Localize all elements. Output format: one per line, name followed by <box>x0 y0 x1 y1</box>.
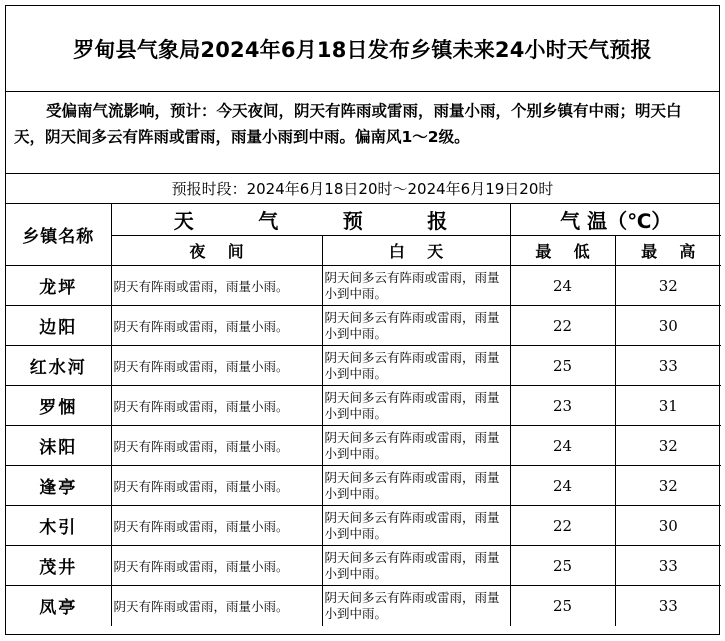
table-row <box>6 586 721 626</box>
night-forecast-cell: 阴天有阵雨或雷雨，雨量小雨。 <box>111 466 322 506</box>
low-temp-cell: 23 <box>510 386 615 426</box>
table-row <box>6 546 721 586</box>
night-forecast-cell: 阴天有阵雨或雷雨，雨量小雨。 <box>111 506 322 546</box>
day-forecast-cell: 阴天间多云有阵雨或雷雨，雨量小到中雨。 <box>322 266 510 306</box>
day-header: 白 天 <box>322 236 510 266</box>
day-forecast-cell: 阴天间多云有阵雨或雷雨，雨量小到中雨。 <box>322 426 510 466</box>
day-forecast-cell: 阴天间多云有阵雨或雷雨，雨量小到中雨。 <box>322 346 510 386</box>
high-temp-cell: 33 <box>615 546 721 586</box>
forecast-sheet <box>5 5 720 635</box>
table-row <box>6 506 721 546</box>
forecast-header-char: 预 <box>342 209 363 233</box>
table-row <box>6 386 721 426</box>
forecast-header-char: 气 <box>258 209 279 233</box>
day-forecast-cell: 阴天间多云有阵雨或雷雨，雨量小到中雨。 <box>322 466 510 506</box>
high-temp-cell: 30 <box>615 306 721 346</box>
forecast-header-char: 报 <box>427 209 448 233</box>
table-row <box>6 266 721 306</box>
low-temp-cell: 25 <box>510 586 615 626</box>
town-name-cell: 边阳 <box>6 306 111 346</box>
town-header: 乡镇名称 <box>6 204 111 266</box>
high-temp-cell: 32 <box>615 266 721 306</box>
high-temp-header: 最 高 <box>615 236 721 266</box>
night-forecast-cell: 阴天有阵雨或雷雨，雨量小雨。 <box>111 546 322 586</box>
day-forecast-cell: 阴天间多云有阵雨或雷雨，雨量小到中雨。 <box>322 506 510 546</box>
high-temp-cell: 31 <box>615 386 721 426</box>
town-name-cell: 罗悃 <box>6 386 111 426</box>
town-name-cell: 红水河 <box>6 346 111 386</box>
low-temp-cell: 24 <box>510 266 615 306</box>
low-temp-cell: 22 <box>510 306 615 346</box>
forecast-period: 预报时段：2024年6月18日20时～2024年6月19日20时 <box>6 174 719 204</box>
temperature-header: 气 温（℃） <box>510 204 721 236</box>
town-name-cell: 凤亭 <box>6 586 111 626</box>
night-forecast-cell: 阴天有阵雨或雷雨，雨量小雨。 <box>111 306 322 346</box>
high-temp-cell: 32 <box>615 426 721 466</box>
low-temp-cell: 25 <box>510 346 615 386</box>
high-temp-cell: 33 <box>615 586 721 626</box>
town-name-cell: 木引 <box>6 506 111 546</box>
town-name-cell: 沫阳 <box>6 426 111 466</box>
low-temp-header: 最 低 <box>510 236 615 266</box>
high-temp-cell: 33 <box>615 346 721 386</box>
low-temp-cell: 22 <box>510 506 615 546</box>
table-row <box>6 466 721 506</box>
forecast-table <box>6 204 721 626</box>
town-name-cell: 逢亭 <box>6 466 111 506</box>
night-forecast-cell: 阴天有阵雨或雷雨，雨量小雨。 <box>111 426 322 466</box>
table-row <box>6 306 721 346</box>
day-forecast-cell: 阴天间多云有阵雨或雷雨，雨量小到中雨。 <box>322 306 510 346</box>
page-title: 罗甸县气象局2024年6月18日发布乡镇未来24小时天气预报 <box>6 6 719 92</box>
table-row <box>6 346 721 386</box>
low-temp-cell: 24 <box>510 466 615 506</box>
town-name-cell: 茂井 <box>6 546 111 586</box>
night-forecast-cell: 阴天有阵雨或雷雨，雨量小雨。 <box>111 586 322 626</box>
low-temp-cell: 24 <box>510 426 615 466</box>
low-temp-cell: 25 <box>510 546 615 586</box>
night-forecast-cell: 阴天有阵雨或雷雨，雨量小雨。 <box>111 386 322 426</box>
high-temp-cell: 32 <box>615 466 721 506</box>
day-forecast-cell: 阴天间多云有阵雨或雷雨，雨量小到中雨。 <box>322 586 510 626</box>
town-name-cell: 龙坪 <box>6 266 111 306</box>
table-row <box>6 426 721 466</box>
day-forecast-cell: 阴天间多云有阵雨或雷雨，雨量小到中雨。 <box>322 386 510 426</box>
day-forecast-cell: 阴天间多云有阵雨或雷雨，雨量小到中雨。 <box>322 546 510 586</box>
night-forecast-cell: 阴天有阵雨或雷雨，雨量小雨。 <box>111 266 322 306</box>
forecast-header-char: 天 <box>173 209 194 233</box>
night-header: 夜 间 <box>111 236 322 266</box>
forecast-header <box>111 204 510 236</box>
night-forecast-cell: 阴天有阵雨或雷雨，雨量小雨。 <box>111 346 322 386</box>
forecast-summary: 受偏南气流影响，预计：今天夜间，阴天有阵雨或雷雨，雨量小雨，个别乡镇有中雨；明天白天，阴天间多云有阵雨或雷雨，雨量小雨到中雨。偏南风1～2级。 <box>6 92 719 174</box>
high-temp-cell: 30 <box>615 506 721 546</box>
